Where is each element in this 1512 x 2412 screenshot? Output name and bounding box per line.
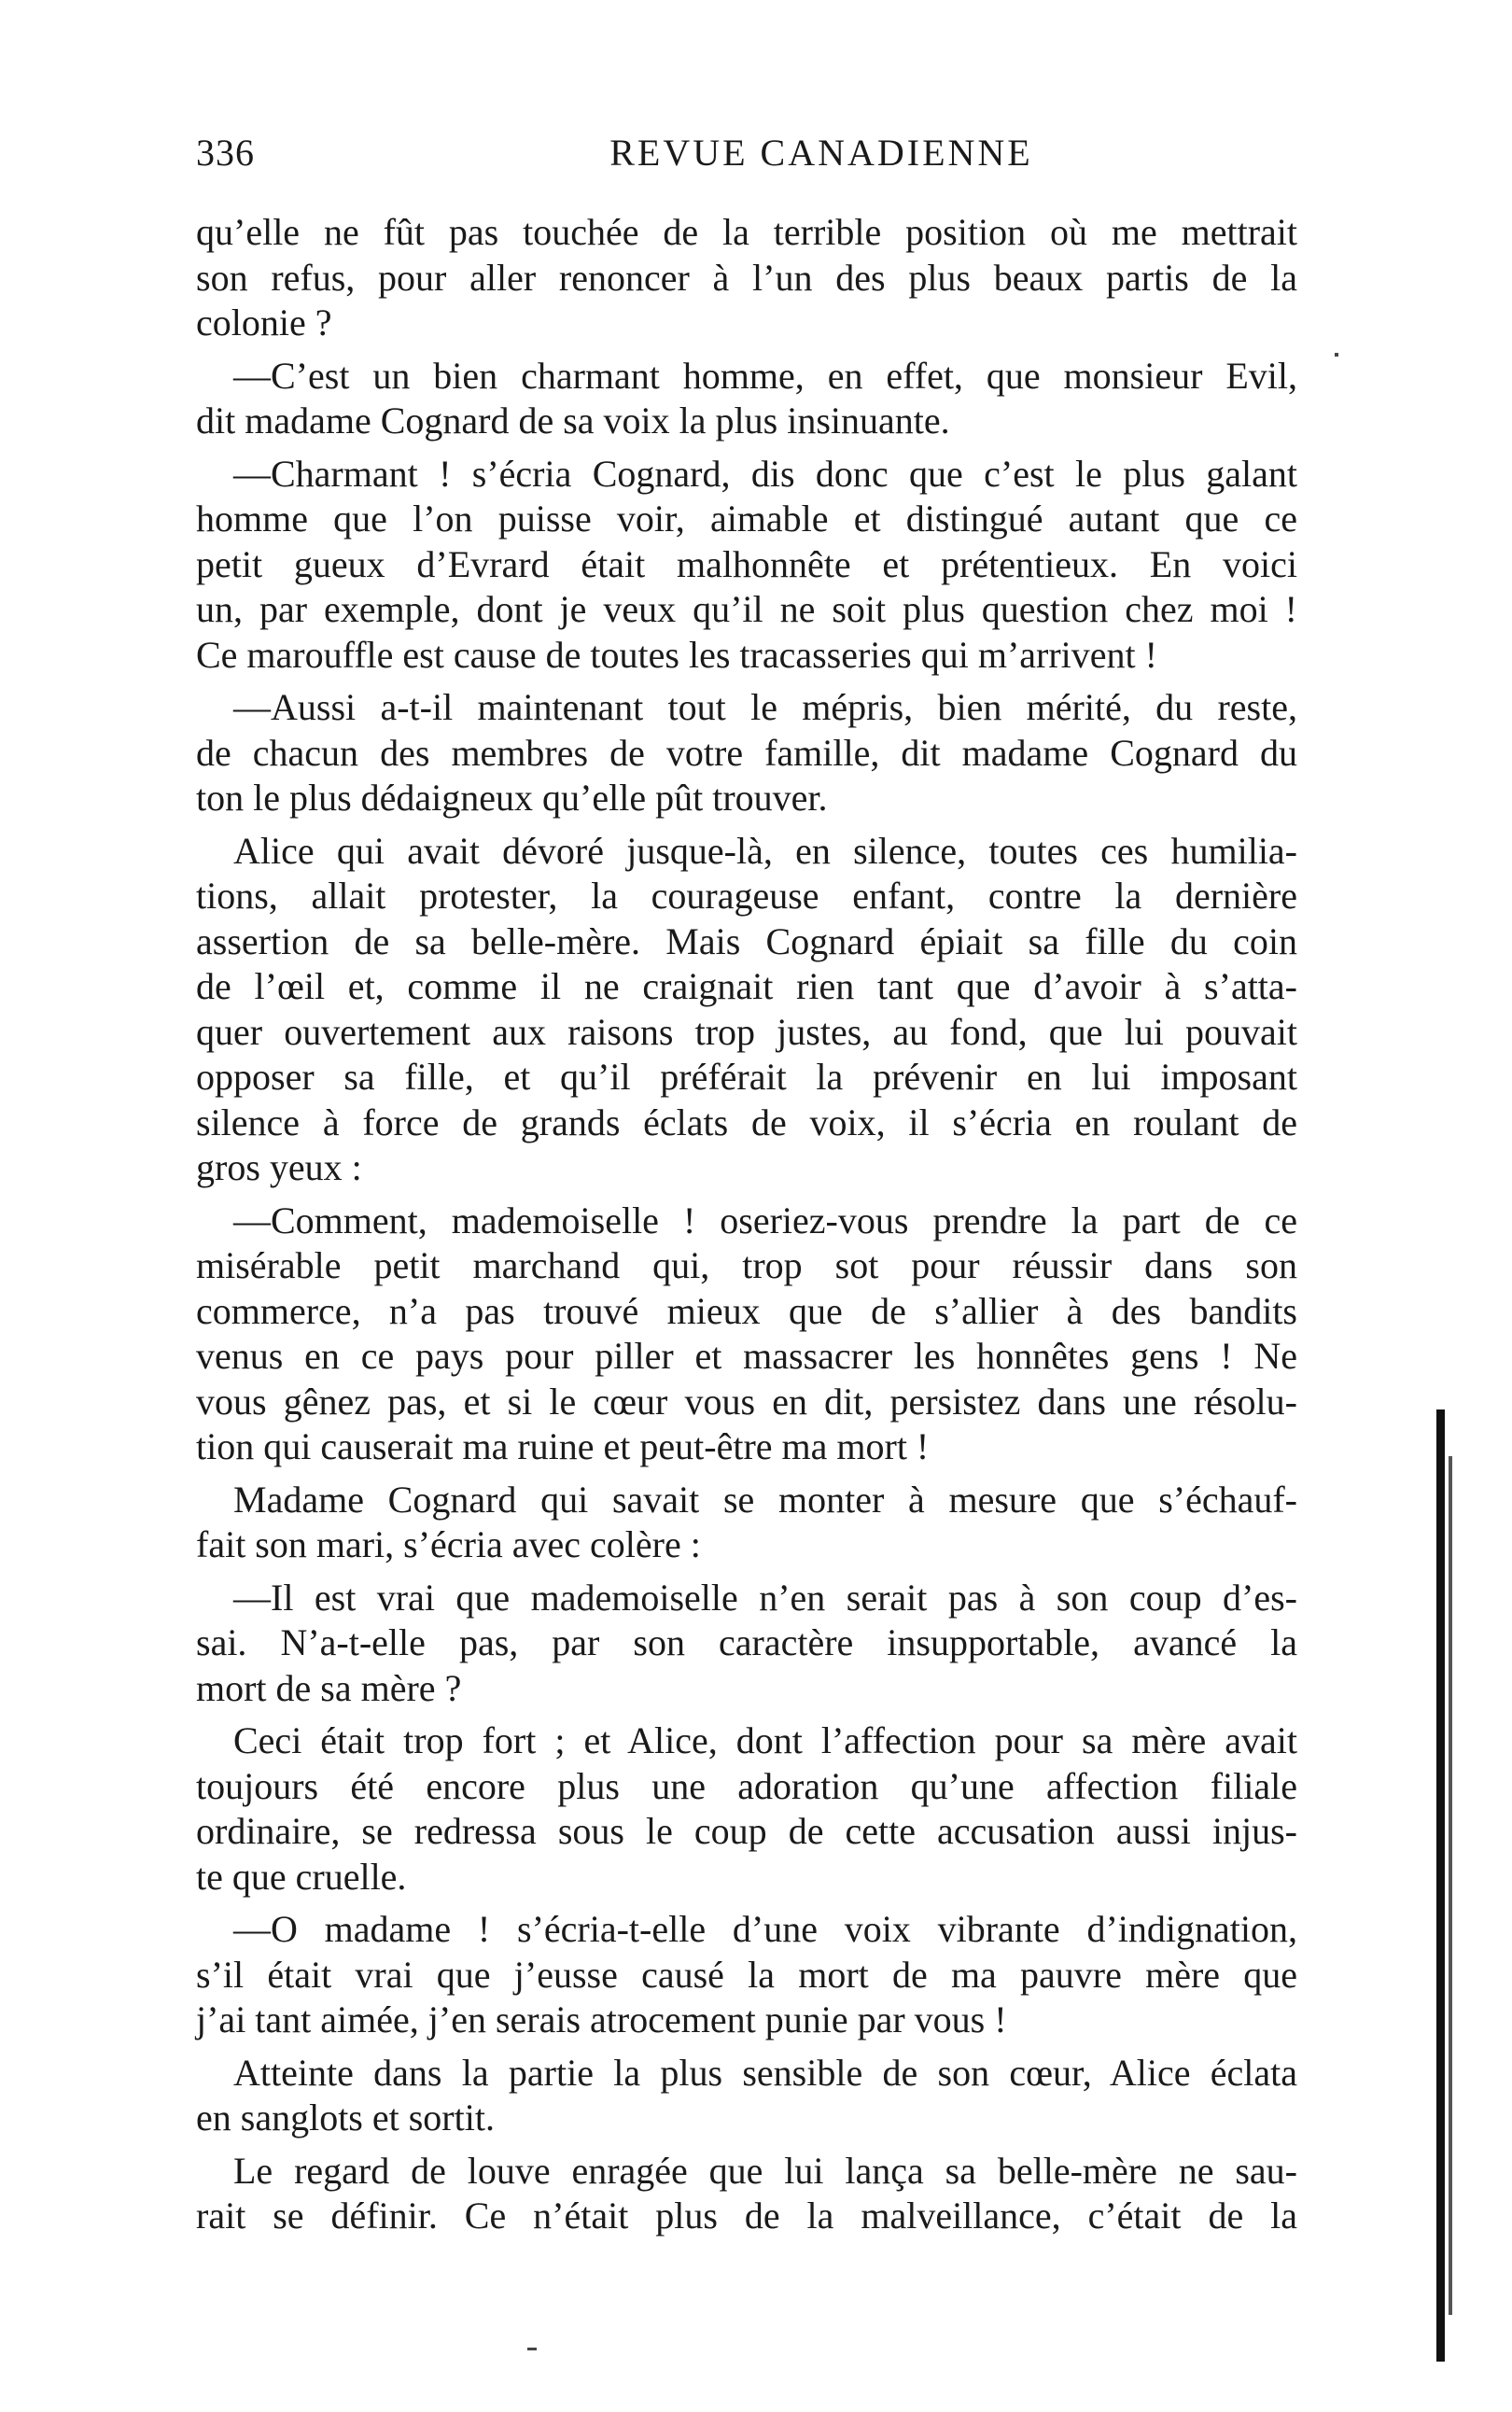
text-line: vous gênez pas, et si le cœur vous en dit, persistez dans une résolu-	[196, 1380, 1297, 1423]
text-line: Atteinte dans la partie la plus sensible de son cœur, Alice éclata	[233, 2051, 1297, 2094]
text-line: —C’est un bien charmant homme, en effet, que monsieur Evil,	[233, 354, 1297, 397]
text-line: tion qui causerait ma ruine et peut-être ma mort !	[196, 1425, 930, 1467]
text-line: tions, allait protester, la courageuse enfant, contre la dernière	[196, 875, 1297, 917]
text-line: homme que l’on puisse voir, aimable et distingué autant que ce	[196, 498, 1297, 540]
text-line: son refus, pour aller renoncer à l’un des plus beaux partis de la	[196, 256, 1297, 299]
text-line: mort de sa mère ?	[196, 1666, 462, 1709]
text-line: venus en ce pays pour piller et massacrer les honnêtes gens ! Ne	[196, 1335, 1297, 1377]
scan-speck	[527, 2348, 537, 2350]
text-line: dit madame Cognard de sa voix la plus insinuante.	[196, 400, 950, 442]
text-line: misérable petit marchand qui, trop sot pour réussir dans son	[196, 1244, 1297, 1286]
text-line: sai. N’a-t-elle pas, par son caractère insupportable, avancé la	[196, 1621, 1297, 1663]
text-line: quer ouvertement aux raisons trop justes, au fond, que lui pouvait	[196, 1010, 1297, 1053]
text-line: rait se définir. Ce n’était plus de la malveillance, c’était de la	[196, 2195, 1297, 2237]
page-header	[196, 131, 1297, 187]
text-line: ordinaire, se redressa sous le coup de cette accusation aussi injus-	[196, 1810, 1297, 1852]
text-line: s’il était vrai que j’eusse causé la mort de ma pauvre mère que	[196, 1953, 1297, 1996]
body-text	[196, 210, 1297, 2239]
text-line: j’ai tant aimée, j’en serais atrocement punie par vous !	[196, 1998, 1007, 2040]
text-line: opposer sa fille, et qu’il préférait la prévenir en lui imposant	[196, 1056, 1297, 1098]
scan-edge-shadow	[1436, 1409, 1445, 2362]
text-line: de chacun des membres de votre famille, dit madame Cognard du	[196, 731, 1297, 774]
text-line: toujours été encore plus une adoration qu’une affection filiale	[196, 1764, 1297, 1807]
text-line: qu’elle ne fût pas touchée de la terrible position où me mettrait	[196, 211, 1297, 253]
text-line: Ce marouffle est cause de toutes les tracasseries qui m’arrivent !	[196, 633, 1157, 676]
text-line: ton le plus dédaigneux qu’elle pût trouver.	[196, 777, 828, 819]
text-line: petit gueux d’Evrard était malhonnête et prétentieux. En voici	[196, 542, 1297, 585]
text-line: —Comment, mademoiselle ! oseriez-vous prendre la part de ce	[233, 1199, 1297, 1241]
text-line: de l’œil et, comme il ne craignait rien tant que d’avoir à s’atta-	[196, 965, 1297, 1007]
text-line: —Aussi a-t-il maintenant tout le mépris, bien mérité, du reste,	[233, 686, 1297, 728]
text-line: —Charmant ! s’écria Cognard, dis donc que c’est le plus galant	[233, 452, 1297, 495]
text-line: —O madame ! s’écria-t-elle d’une voix vibrante d’indignation,	[233, 1908, 1297, 1950]
text-line: Alice qui avait dévoré jusque-là, en silence, toutes ces humilia-	[233, 829, 1297, 872]
page-number: 336	[196, 132, 255, 174]
text-line: un, par exemple, dont je veux qu’il ne soit plus question chez moi !	[196, 588, 1297, 630]
text-line: gros yeux :	[196, 1146, 362, 1188]
text-line: te que cruelle.	[196, 1855, 407, 1898]
text-line: colonie ?	[196, 302, 332, 344]
text-line: commerce, n’a pas trouvé mieux que de s’allier à des bandits	[196, 1289, 1297, 1332]
text-line: Madame Cognard qui savait se monter à mesure que s’échauf-	[233, 1478, 1297, 1521]
text-line: Ceci était trop fort ; et Alice, dont l’affection pour sa mère avait	[233, 1719, 1297, 1761]
text-line: assertion de sa belle-mère. Mais Cognard épiait sa fille du coin	[196, 919, 1297, 962]
scan-edge-shadow-inner	[1449, 1456, 1452, 2315]
text-line: —Il est vrai que mademoiselle n’en serait pas à son coup d’es-	[233, 1576, 1297, 1619]
text-line: en sanglots et sortit.	[196, 2096, 495, 2139]
scan-speck	[1335, 353, 1338, 357]
running-title: REVUE CANADIENNE	[609, 132, 1033, 174]
text-line: silence à force de grands éclats de voix, il s’écria en roulant de	[196, 1101, 1297, 1143]
text-line: Le regard de louve enragée que lui lança sa belle-mère ne sau-	[233, 2149, 1297, 2192]
text-line: fait son mari, s’écria avec colère :	[196, 1523, 701, 1565]
